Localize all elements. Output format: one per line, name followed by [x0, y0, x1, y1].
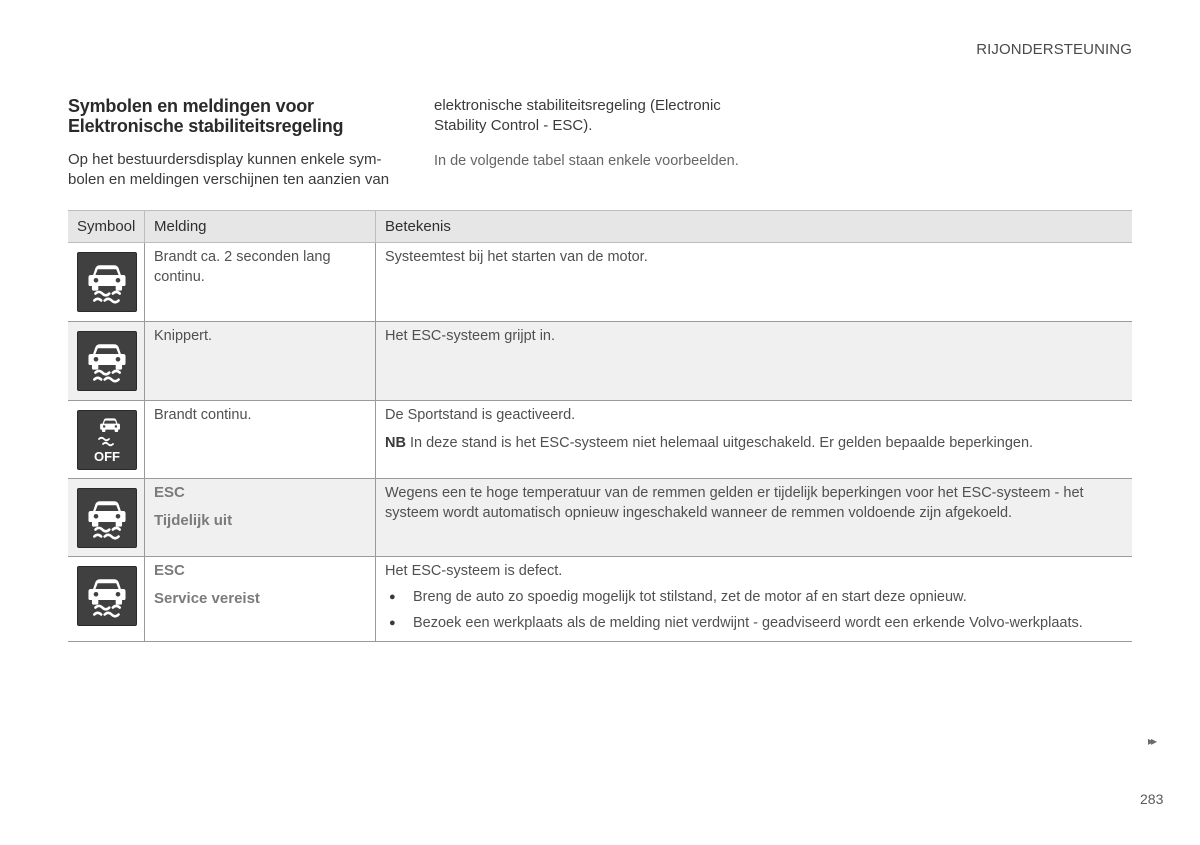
intro-right-column [434, 96, 764, 171]
heading-line-2: Elektronische stabiliteitsregeling [68, 116, 344, 136]
betekenis-cell [376, 479, 1132, 556]
esc-skid-icon [77, 566, 137, 626]
note-text: In deze stand is het ESC-systeem niet helemaal uitgeschakeld. Er gelden bepaalde beperkingen. [405, 435, 1034, 451]
betekenis-cell: Systeemtest bij het starten van de motor. [385, 249, 648, 265]
page-heading [68, 96, 398, 136]
melding-line-2: continu. [154, 269, 205, 285]
note [385, 433, 1123, 453]
melding-line-1: Brandt ca. 2 seconden lang [154, 249, 331, 265]
table-row [68, 243, 1132, 322]
intro-left-column [68, 96, 398, 190]
note-label: NB [385, 435, 406, 451]
off-label: OFF [94, 449, 120, 464]
table-header [68, 211, 1132, 243]
esc-skid-icon [77, 488, 137, 548]
table-row [68, 557, 1132, 642]
header-melding: Melding [145, 211, 376, 242]
esc-skid-icon [77, 252, 137, 312]
symbols-table [68, 210, 1132, 642]
continue-arrow-icon: ▸▸ [1148, 734, 1155, 748]
melding-cell [145, 557, 376, 641]
heading-line-1: Symbolen en meldingen voor [68, 96, 314, 116]
betekenis-line-1: Wegens een te hoge temperatuur van de remmen gelden er tijdelijk beperkingen voor het ESC-systeem - het [385, 485, 1084, 501]
betekenis-cell [376, 557, 1132, 641]
melding-cell [145, 243, 376, 321]
melding-cell [145, 479, 376, 556]
melding-cell: Knippert. [145, 322, 376, 400]
display-message-sub: Service vereist [154, 590, 260, 607]
betekenis-text: De Sportstand is geactiveerd. [385, 407, 576, 423]
betekenis-text: Het ESC-systeem is defect. [385, 563, 563, 579]
display-message-title: ESC [154, 562, 185, 579]
section-title: RIJONDERSTEUNING [976, 41, 1132, 58]
betekenis-cell: Het ESC-systeem grijpt in. [385, 328, 556, 344]
display-message-sub: Tijdelijk uit [154, 512, 233, 529]
intro-line-3: elektronische stabiliteitsregeling (Electronic [434, 97, 721, 114]
action-list [385, 587, 1123, 633]
esc-skid-icon [77, 331, 137, 391]
esc-off-icon [77, 410, 137, 470]
betekenis-line-2: systeem wordt automatisch opnieuw ingeschakeld wanneer de remmen voldoende zijn afgekoeld. [385, 505, 1013, 521]
symbol-cell [68, 322, 145, 400]
list-item: ● Bezoek een werkplaats als de melding niet verdwijnt - geadviseerd wordt een erkende Volvo-werkplaats. [385, 613, 1123, 633]
melding-cell: Brandt continu. [145, 401, 376, 478]
symbol-cell [68, 557, 145, 641]
list-item: ● Breng de auto zo spoedig mogelijk tot stilstand, zet de motor af en start deze opnieuw. [385, 587, 1123, 607]
intro-continuation [434, 96, 764, 136]
header-betekenis: Betekenis [385, 218, 451, 235]
symbol-cell [68, 479, 145, 556]
table-row [68, 401, 1132, 479]
symbol-cell [68, 243, 145, 321]
intro-line-4: Stability Control - ESC). [434, 117, 593, 134]
intro-line-1: Op het bestuurdersdisplay kunnen enkele sym- [68, 151, 382, 168]
table-row [68, 322, 1132, 401]
page-number: 283 [1140, 791, 1164, 807]
intro-line-2: bolen en meldingen verschijnen ten aanzien van [68, 171, 390, 188]
intro-paragraph [68, 150, 398, 190]
header-symbool: Symbool [68, 211, 145, 242]
display-message-title: ESC [154, 484, 185, 501]
symbol-cell [68, 401, 145, 478]
table-intro-text: In de volgende tabel staan enkele voorbeelden. [434, 153, 739, 169]
table-row [68, 479, 1132, 557]
betekenis-cell [376, 401, 1132, 478]
